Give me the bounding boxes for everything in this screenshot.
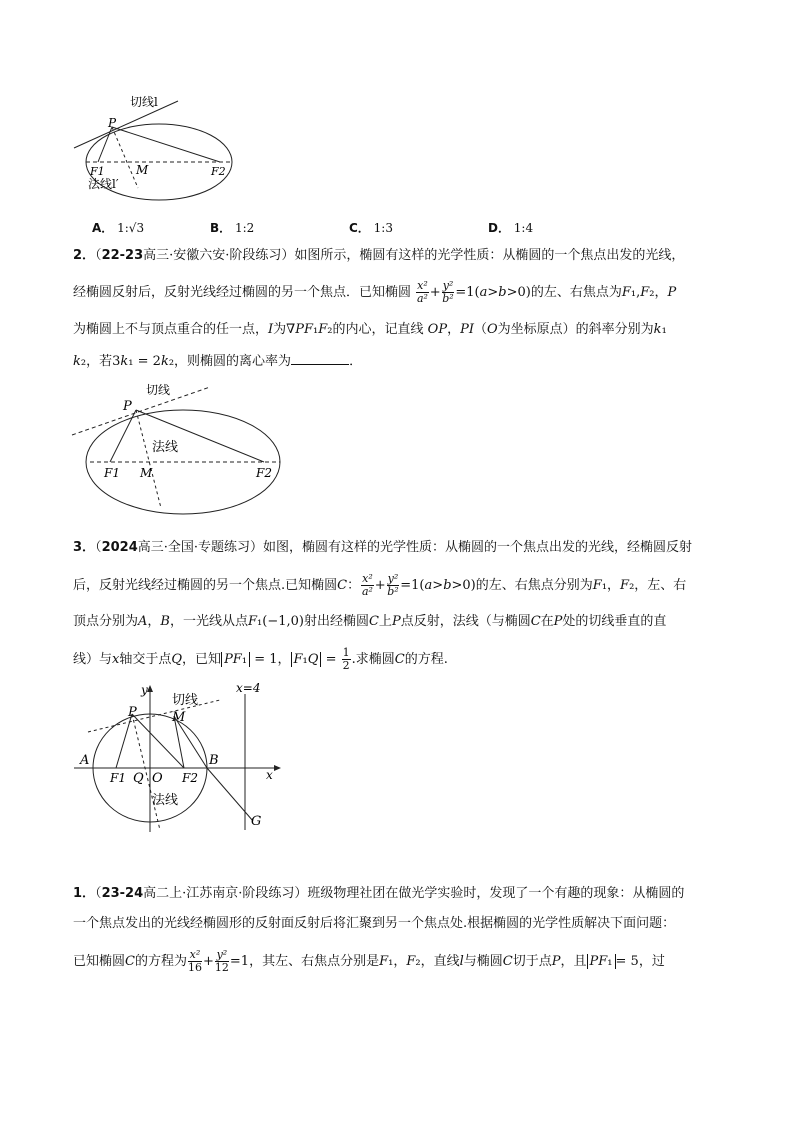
label-p-2: P — [123, 399, 132, 414]
q3-line-2: 后，反射光线经过椭圆的另一个焦点.已知椭圆C： $\frac{\text{x²}}{\text{a²}}$ + $\frac{\text{y²}}{\text{b²}}$ =1(a>b>0)的左、右焦点分别为F₁，F₂，左、右 — [73, 572, 687, 598]
label-tangent-1: 切线l — [130, 95, 158, 109]
choice-b[interactable]: B． 1:2 — [210, 221, 255, 235]
q2-line-4: k₂，若3k₁ = 2k₂，则椭圆的离心率为 ． — [73, 354, 363, 369]
label-x4: x=4 — [236, 681, 261, 695]
q4-line-3: 已知椭圆C的方程为 $\frac{\text{x²}}{16}$ + $\frac{\text{y²}}{12}$ =1，其左、右焦点分别是F₁，F₂，直线l与椭圆C切于点P，且 PF₁ = 5，过 — [73, 948, 665, 974]
answer-blank[interactable] — [291, 352, 349, 365]
label-tangent-2: 切线 — [146, 383, 171, 397]
q3-number: 3． — [73, 540, 96, 555]
label-b-3: B — [209, 753, 219, 768]
y-axis-arrow — [147, 685, 153, 692]
label-m-2: M — [140, 466, 153, 480]
q3-source-year: 2024 — [101, 540, 138, 555]
label-normal-1: 法线l′ — [88, 177, 119, 191]
q3-source: 高三·全国·专题练习 — [137, 540, 251, 555]
label-x: x — [266, 768, 273, 782]
figure-1-ellipse — [68, 90, 248, 200]
label-g-3: G — [251, 814, 262, 829]
tangent-line-3 — [88, 700, 220, 732]
q3-line-4: 线）与x轴交于点Q，已知 PF₁ = 1， F₁Q = $\frac{1}{2}$ .求椭圆C的方程. — [73, 646, 448, 672]
q4-line-1: 1．（23-24高二上·江苏南京·阶段练习）班级物理社团在做光学实验时，发现了一个有趣的现象：从椭圆的 — [73, 886, 685, 901]
label-f2-1: F2 — [211, 165, 226, 178]
label-m-1: M — [136, 163, 149, 177]
label-normal-2: 法线 — [152, 440, 179, 455]
label-f1-1: F1 — [90, 165, 105, 178]
line-bg-3 — [207, 768, 253, 821]
x-axis-arrow — [274, 765, 281, 771]
q4-source-year: 23-24 — [101, 886, 144, 901]
normal-line-2 — [136, 410, 161, 508]
label-normal-3: 法线 — [152, 793, 179, 808]
label-p-3: P — [128, 705, 137, 720]
q4-source: 高二上·江苏南京·阶段练习 — [143, 886, 295, 901]
label-q-3: Q — [133, 771, 144, 786]
choice-d[interactable]: D． 1:4 — [488, 221, 534, 235]
q2-line-1: 2．（22-23高三·安徽六安·阶段练习）如图所示，椭圆有这样的光学性质：从椭圆的一个焦点出发的光线， — [73, 248, 685, 263]
q4-line-2: 一个焦点发出的光线经椭圆形的反射面反射后将汇聚到另一个焦点处.根据椭圆的光学性质解决下面问题： — [73, 916, 676, 931]
label-f1-3: F1 — [110, 771, 126, 785]
label-tangent-3: 切线 — [172, 693, 199, 708]
label-a-3: A — [80, 753, 90, 768]
choice-a[interactable]: A． 1:√3 — [92, 221, 145, 235]
q2-source-year: 22-23 — [101, 248, 144, 263]
ray-pf1-2 — [110, 410, 136, 462]
q2-number: 2． — [73, 248, 96, 263]
label-p-1: P — [108, 116, 117, 130]
q2-line-3: 为椭圆上不与顶点重合的任一点，I为∇PF₁F₂的内心，记直线 OP，PI（O为坐标原点）的斜率分别为k₁ — [73, 322, 667, 337]
q4-number: 1． — [73, 886, 96, 901]
label-f1-2: F1 — [104, 466, 120, 480]
ray-pf1-3 — [116, 714, 132, 768]
figure-2-ellipse — [68, 380, 288, 515]
q2-source: 高三·安徽六安·阶段练习 — [143, 248, 282, 263]
label-o-3: O — [152, 771, 163, 786]
label-f2-2: F2 — [256, 466, 272, 480]
label-m-3: M — [172, 710, 186, 725]
label-y: y — [141, 683, 148, 697]
q3-line-1: 3．（2024高三·全国·专题练习）如图，椭圆有这样的光学性质：从椭圆的一个焦点出发的光线，经椭圆反射 — [73, 540, 693, 555]
q2-line-2: 经椭圆反射后，反射光线经过椭圆的另一个焦点．已知椭圆 $\frac{\text{x²}}{\text{a²}}$ + $\frac{\text{y²}}{\text{b²}}$ =1(a>b>0)的左、右焦点为F₁,F₂，P — [73, 279, 677, 305]
label-f2-3: F2 — [182, 771, 198, 785]
q3-line-3: 顶点分别为A，B，一光线从点F₁(−1,0)射出经椭圆C上P点反射，法线（与椭圆C在P处的切线垂直的直 — [73, 614, 667, 629]
ray-pf1-1 — [98, 127, 112, 162]
figure-3-ellipse — [70, 680, 290, 835]
choice-c[interactable]: C． 1:3 — [349, 221, 393, 235]
